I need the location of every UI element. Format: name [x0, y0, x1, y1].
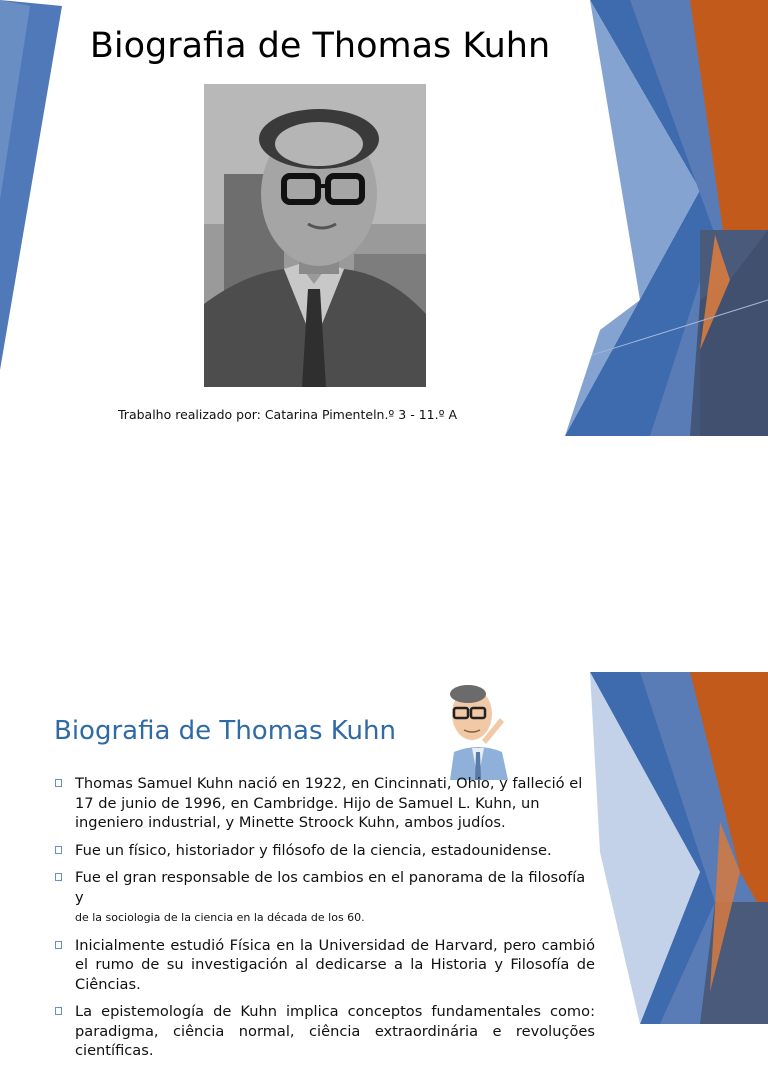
list-item — [55, 868, 595, 928]
bullet-text: Inicialmente estudió Física en la Universidad de Harvard, pero cambió el rumo de su investigación al dedicarse a la Historia y Filosofía de Ciências. — [75, 936, 595, 993]
bullet-text: Thomas Samuel Kuhn nació en 1922, en Cincinnati, Ohio, y falleció el 17 de junio de 1996, en Cambridge. Hijo de Samuel L. Kuhn, un ingeniero industrial, y Minette Stroock Kuhn, ambos judíos. — [75, 775, 583, 831]
title-slide — [0, 0, 768, 436]
portrait-photo — [204, 84, 426, 387]
list-item — [55, 1002, 595, 1061]
kuhn-illustration — [442, 682, 514, 780]
list-item — [55, 774, 595, 833]
list-item — [55, 841, 595, 861]
bullet-text: Fue un físico, historiador y filósofo de la ciencia, estadounidense. — [75, 841, 552, 859]
biography-slide — [0, 672, 768, 1059]
bullet-square-icon — [55, 1007, 62, 1015]
list-item — [55, 936, 595, 995]
bullet-text: La epistemología de Kuhn implica conceptos fundamentales como: paradigma, ciência normal, ciência extraordinária e revoluções científicas. — [75, 1003, 595, 1059]
bullet-square-icon — [55, 846, 62, 854]
slide-title: Biografia de Thomas Kuhn — [89, 26, 551, 66]
bullet-square-icon — [55, 873, 62, 881]
slide-title: Biografia de Thomas Kuhn — [54, 716, 396, 746]
bullet-text: Fue el gran responsable de los cambios en el panorama de la filosofía y — [75, 869, 586, 906]
author-credit: Trabalho realizado por: Catarina Pimenteln.º 3 - 11.º A — [118, 407, 458, 422]
biography-bullet-list — [55, 774, 595, 1069]
bullet-square-icon — [55, 941, 62, 949]
bullet-text-small: de la sociologia de la ciencia en la década de los 60. — [75, 911, 365, 924]
bullet-square-icon — [55, 779, 62, 787]
